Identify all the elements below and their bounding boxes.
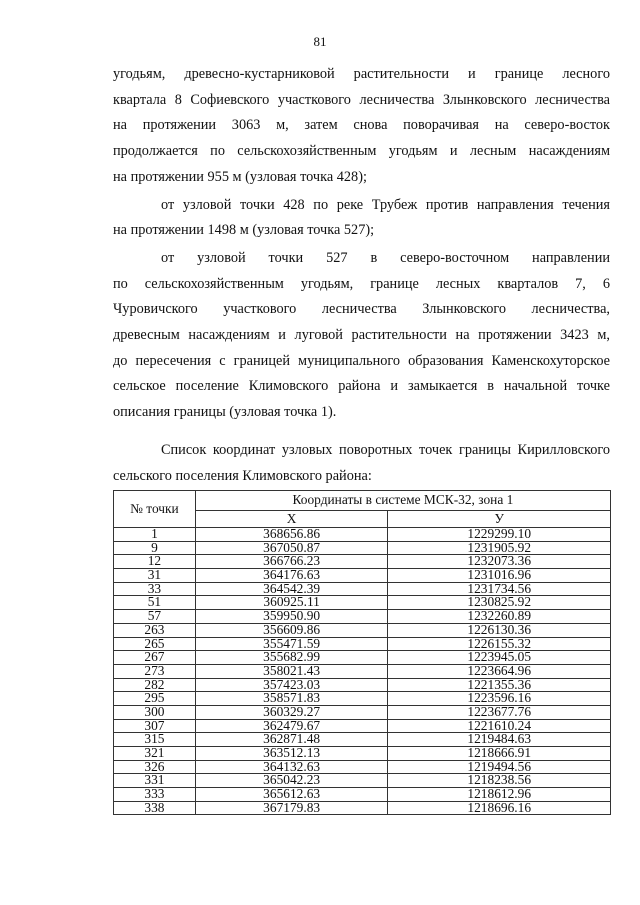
text-line: по сельскохозяйственным угодьям, границе лесных кварталов 7, 6 — [113, 275, 610, 292]
paragraph-northeast-segment — [113, 246, 610, 426]
y-coordinate-cell: 1223664.96 — [388, 664, 611, 678]
y-coordinate-cell: 1232260.89 — [388, 610, 611, 624]
x-coordinate-cell: 365612.63 — [195, 788, 388, 802]
point-number-cell: 295 — [114, 692, 196, 706]
coordinate-system-header: Координаты в системе МСК-32, зона 1 — [195, 491, 610, 511]
x-coordinate-cell: 362479.67 — [195, 719, 388, 733]
y-coordinate-cell: 1226155.32 — [388, 637, 611, 651]
point-number-cell: 321 — [114, 747, 196, 761]
text-line: квартала 8 Софиевского участкового лесничества Злынковского лесничества — [113, 91, 610, 108]
table-row — [114, 610, 611, 624]
point-number-cell: 51 — [114, 596, 196, 610]
point-number-cell: 282 — [114, 678, 196, 692]
point-number-cell: 1 — [114, 528, 196, 542]
y-coordinate-cell: 1218238.56 — [388, 774, 611, 788]
table-row — [114, 596, 611, 610]
point-number-cell: 267 — [114, 651, 196, 665]
x-coordinate-cell: 364132.63 — [195, 760, 388, 774]
text-line: от узловой точки 428 по реке Трубеж против направления течения — [161, 196, 610, 213]
text-line: сельского поселения Климовского района: — [113, 467, 372, 484]
y-coordinate-cell: 1219484.63 — [388, 733, 611, 747]
point-number-cell: 265 — [114, 637, 196, 651]
table-row — [114, 705, 611, 719]
table-row — [114, 569, 611, 583]
y-coordinate-cell: 1226130.36 — [388, 623, 611, 637]
x-coordinate-cell: 366766.23 — [195, 555, 388, 569]
paragraph-river-segment — [113, 193, 610, 244]
y-coordinate-cell: 1218696.16 — [388, 801, 611, 815]
y-coordinate-cell: 1221610.24 — [388, 719, 611, 733]
text-line: Чуровичского участкового лесничества Злынковского лесничества, — [113, 301, 610, 318]
y-coordinate-cell: 1230825.92 — [388, 596, 611, 610]
text-line: на протяжении 955 м (узловая точка 428); — [113, 168, 367, 185]
y-coordinate-cell: 1218666.91 — [388, 747, 611, 761]
text-line: от узловой точки 527 в северо-восточном направлении — [161, 249, 610, 266]
x-coordinate-cell: 359950.90 — [195, 610, 388, 624]
text-line: продолжается по сельскохозяйственным угодьям и лесным насаждениям — [113, 143, 610, 160]
x-coordinate-cell: 368656.86 — [195, 528, 388, 542]
table-row — [114, 528, 611, 542]
x-coordinate-cell: 367050.87 — [195, 541, 388, 555]
point-number-cell: 338 — [114, 801, 196, 815]
table-row — [114, 637, 611, 651]
point-number-cell: 9 — [114, 541, 196, 555]
y-coordinate-cell: 1219494.56 — [388, 760, 611, 774]
text-line: угодьям, древесно-кустарниковой растительности и границе лесного — [113, 66, 610, 82]
table-row — [114, 541, 611, 555]
y-coordinate-cell: 1221355.36 — [388, 678, 611, 692]
paragraph-coordinate-list-intro — [113, 438, 610, 489]
table-row — [114, 692, 611, 706]
page-number: 81 — [313, 34, 327, 49]
text-line: описания границы (узловая точка 1). — [113, 404, 337, 421]
point-number-cell: 31 — [114, 569, 196, 583]
text-line: древесным насаждениям и луговой растительности на протяжении 3423 м, — [113, 327, 610, 344]
coordinates-table — [113, 490, 611, 815]
point-number-cell: 263 — [114, 623, 196, 637]
point-number-cell: 57 — [114, 610, 196, 624]
x-coordinate-cell: 358021.43 — [195, 664, 388, 678]
table-row — [114, 623, 611, 637]
point-number-cell: 315 — [114, 733, 196, 747]
y-coordinate-cell: 1232073.36 — [388, 555, 611, 569]
x-coordinate-cell: 355471.59 — [195, 637, 388, 651]
x-coordinate-cell: 363512.13 — [195, 747, 388, 761]
table-row — [114, 760, 611, 774]
x-coordinate-cell: 360329.27 — [195, 705, 388, 719]
point-number-cell: 326 — [114, 760, 196, 774]
text-line: Список координат узловых поворотных точек границы Кирилловского — [161, 441, 610, 458]
paragraph-continuation — [113, 62, 610, 191]
table-row — [114, 555, 611, 569]
x-coordinate-cell: 362871.48 — [195, 733, 388, 747]
point-number-cell: 273 — [114, 664, 196, 678]
table-row — [114, 788, 611, 802]
y-coordinate-cell: 1223596.16 — [388, 692, 611, 706]
x-coordinate-cell: 355682.99 — [195, 651, 388, 665]
document-body — [113, 62, 610, 489]
table-row — [114, 733, 611, 747]
y-coordinate-cell: 1231734.56 — [388, 582, 611, 596]
y-coordinate-cell: 1223945.05 — [388, 651, 611, 665]
x-coordinate-cell: 357423.03 — [195, 678, 388, 692]
text-line: до пересечения с границей муниципального образования Каменскохуторское — [113, 352, 610, 369]
table-row — [114, 582, 611, 596]
y-coordinate-cell: 1231016.96 — [388, 569, 611, 583]
x-coordinate-cell: 365042.23 — [195, 774, 388, 788]
y-coordinate-cell: 1229299.10 — [388, 528, 611, 542]
text-line: на протяжении 3063 м, затем снова поворачивая на северо-восток — [113, 117, 610, 134]
point-number-cell: 333 — [114, 788, 196, 802]
x-coordinate-cell: 356609.86 — [195, 623, 388, 637]
point-number-cell: 307 — [114, 719, 196, 733]
table-row — [114, 664, 611, 678]
x-coordinate-cell: 364542.39 — [195, 582, 388, 596]
x-column-header: Х — [195, 511, 388, 528]
point-number-header: № точки — [114, 491, 196, 528]
x-coordinate-cell: 367179.83 — [195, 801, 388, 815]
table-row — [114, 747, 611, 761]
text-line: на протяжении 1498 м (узловая точка 527); — [113, 222, 375, 239]
text-line: сельское поселение Климовского района и замыкается в начальной точке — [113, 378, 610, 395]
table-row — [114, 678, 611, 692]
x-coordinate-cell: 358571.83 — [195, 692, 388, 706]
table-row — [114, 719, 611, 733]
point-number-cell: 12 — [114, 555, 196, 569]
table-row — [114, 801, 611, 815]
y-coordinate-cell: 1218612.96 — [388, 788, 611, 802]
y-coordinate-cell: 1223677.76 — [388, 705, 611, 719]
coordinates-table-body — [114, 528, 611, 815]
x-coordinate-cell: 360925.11 — [195, 596, 388, 610]
point-number-cell: 33 — [114, 582, 196, 596]
point-number-cell: 331 — [114, 774, 196, 788]
x-coordinate-cell: 364176.63 — [195, 569, 388, 583]
point-number-cell: 300 — [114, 705, 196, 719]
table-row — [114, 774, 611, 788]
y-column-header: У — [388, 511, 611, 528]
y-coordinate-cell: 1231905.92 — [388, 541, 611, 555]
table-row — [114, 651, 611, 665]
